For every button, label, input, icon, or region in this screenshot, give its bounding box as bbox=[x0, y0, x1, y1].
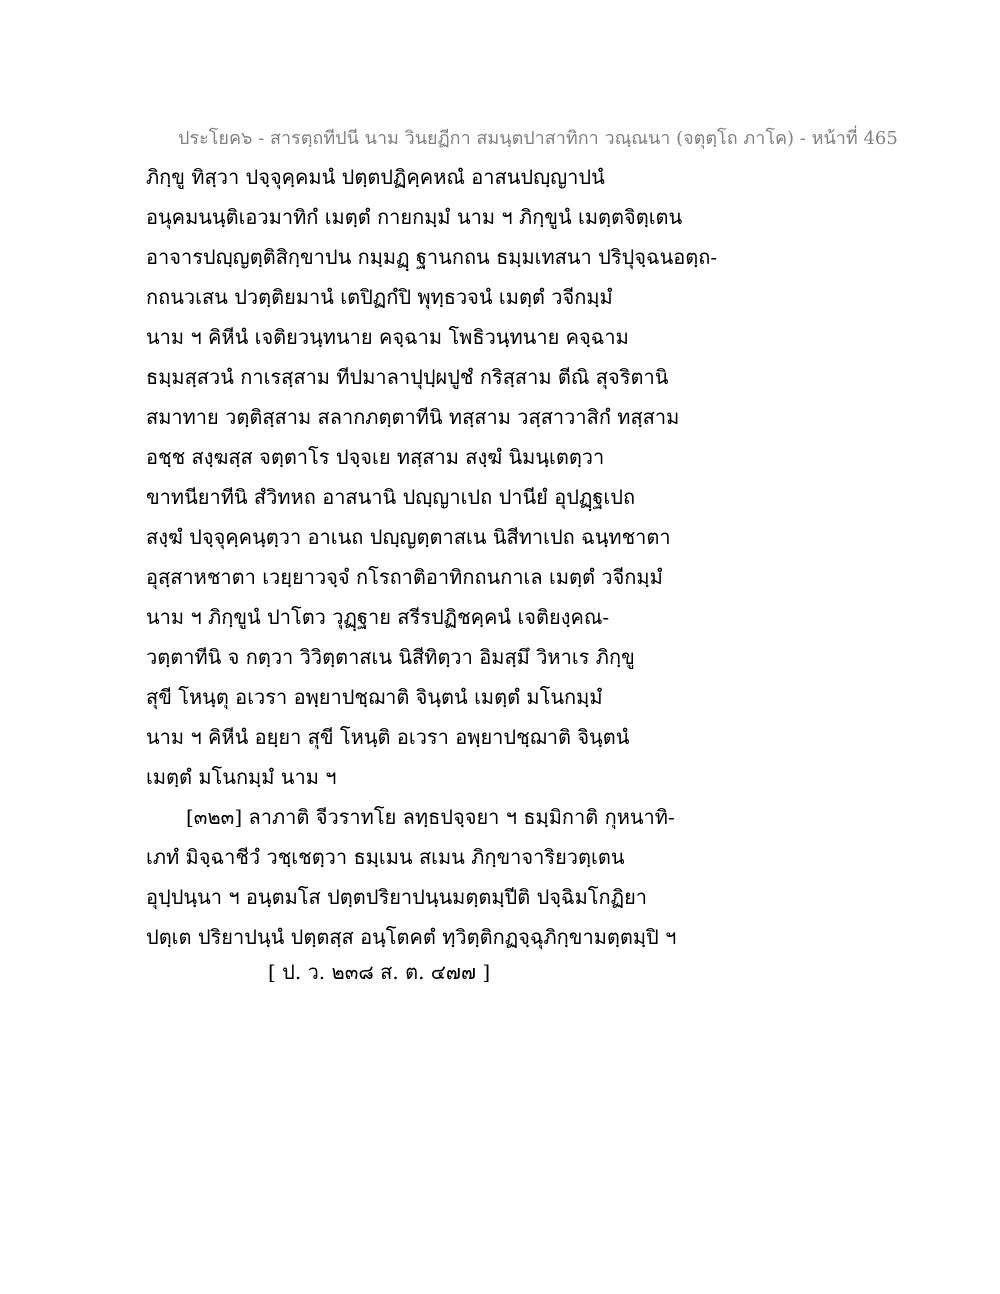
page-header: ประโยค๖ - สารตฺถทีปนี นาม วินยฏีกา สมนฺตปาสาทิกา วณฺณนา (จตุตฺโถ ภาโค) - หน้าที่ 465 bbox=[178, 128, 898, 149]
text-line: อุปฺปนฺนา ฯ อนฺตมโส ปตฺตปริยาปนฺนมตฺตมฺปีติ ปจฺฉิมโกฏิยา bbox=[146, 885, 648, 909]
text-line: นาม ฯ ภิกฺขูนํ ปาโตว วุฏฺฐาย สรีรปฏิชคฺคนํ เจติยงฺคณ- bbox=[146, 605, 610, 629]
text-line: อาจารปญฺญตฺติสิกฺขาปน กมฺมฏฺ ฐานกถน ธมฺมเทสนา ปริปุจฺฉนอตฺถ- bbox=[146, 245, 718, 269]
text-line: สงฺฆํ ปจฺจุคฺคนฺตฺวา อาเนถ ปญฺญตฺตาสเน นิสีทาเปถ ฉนฺทชาตา bbox=[146, 525, 671, 549]
text-line: ธมฺมสฺสวนํ กาเรสฺสาม ทีปมาลาปุปฺผปูชํ กริสฺสาม ตีณิ สุจริตานิ bbox=[146, 365, 669, 389]
text-line: ปตฺเต ปริยาปนฺนํ ปตฺตสฺส อนฺโตคตํ ทฺวิตฺติกฏจฺฉุภิกฺขามตฺตมฺปิ ฯ bbox=[146, 925, 677, 949]
text-line: เภทํ มิจฺฉาชีวํ วชฺเชตฺวา ธมฺเมน สเมน ภิกฺขาจาริยวตฺเตน bbox=[146, 845, 625, 869]
text-line: ขาทนียาทีนิ สํวิทหถ อาสนานิ ปญฺญาเปถ ปานียํ อุปฏฺฐเปถ bbox=[146, 485, 636, 509]
body-text bbox=[146, 157, 746, 957]
text-line: อนุคมนนฺติเอวมาทิกํ เมตฺตํ กายกมฺมํ นาม ฯ ภิกฺขูนํ เมตฺตจิตฺเตน bbox=[146, 205, 683, 229]
text-line: นาม ฯ คิหีนํ เจติยวนฺทนาย คจฺฉาม โพธิวนฺทนาย คจฺฉาม bbox=[146, 325, 629, 349]
paragraph-start-line: [๓๒๓] ลาภาติ จีวราทโย ลทฺธปจฺจยา ฯ ธมฺมิกาติ กุหนาทิ- bbox=[186, 805, 675, 829]
text-line: ภิกฺขู ทิสฺวา ปจฺจุคฺคมนํ ปตฺตปฏิคฺคหณํ อาสนปญฺญาปนํ bbox=[146, 165, 605, 189]
text-line: อุสฺสาหชาตา เวยฺยาวจฺจํ กโรถาติอาทิกถนกาเล เมตฺตํ วจีกมฺมํ bbox=[146, 565, 663, 589]
text-line: สมาทาย วตฺติสฺสาม สลากภตฺตาทีนิ ทสฺสาม วสฺสาวาสิกํ ทสฺสาม bbox=[146, 405, 680, 429]
text-line: นาม ฯ คิหีนํ อยฺยา สุขี โหนฺติ อเวรา อพฺยาปชฺฌาติ จินฺตนํ bbox=[146, 725, 630, 749]
citation-reference: [ ป. ว. ๒๓๘ ส. ต. ๔๗๗ ] bbox=[268, 960, 491, 984]
text-line: สุขี โหนฺตุ อเวรา อพฺยาปชฺฌาติ จินฺตนํ เมตฺตํ มโนกมฺมํ bbox=[146, 685, 603, 709]
text-line: วตฺตาทีนิ จ กตฺวา วิวิตฺตาสเน นิสีทิตฺวา อิมสฺมึ วิหาเร ภิกฺขู bbox=[146, 645, 635, 669]
text-line: เมตฺตํ มโนกมฺมํ นาม ฯ bbox=[146, 765, 337, 789]
text-line: กถนวเสน ปวตฺติยมานํ เตปิฏกํปิ พุทฺธวจนํ เมตฺตํ วจีกมฺมํ bbox=[146, 285, 613, 309]
text-line: อชฺช สงฺฆสฺส จตฺตาโร ปจฺจเย ทสฺสาม สงฺฆํ นิมนฺเตตฺวา bbox=[146, 445, 605, 469]
